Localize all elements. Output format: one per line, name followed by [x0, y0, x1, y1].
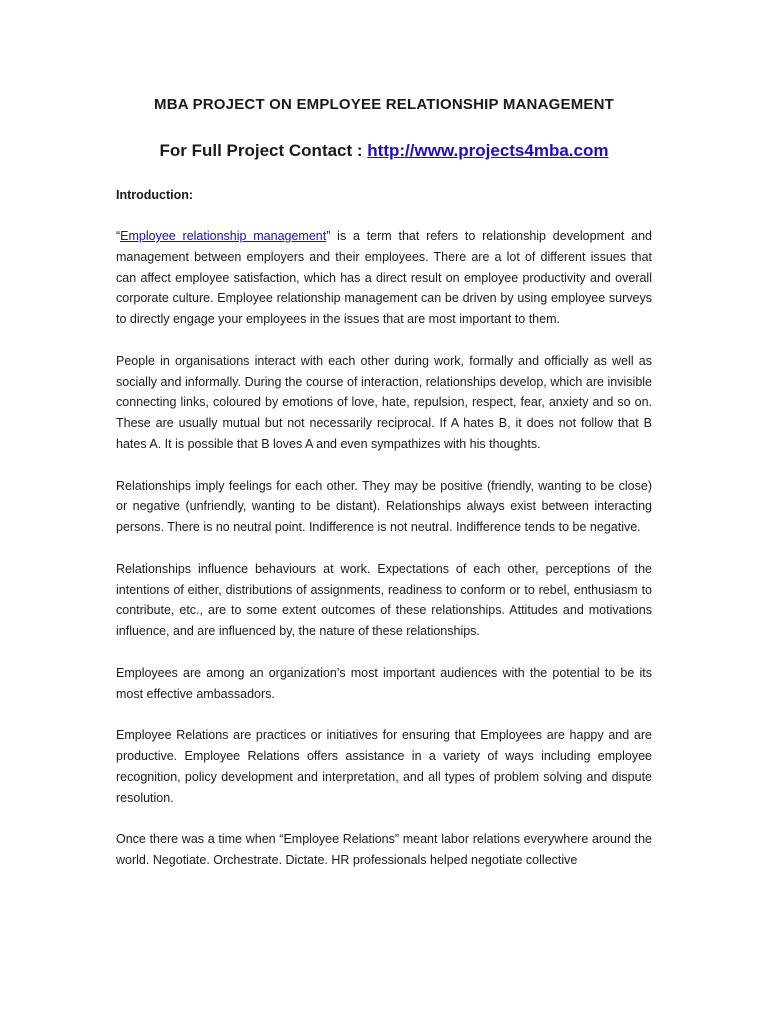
body-text — [116, 226, 652, 892]
employee-relationship-management-link[interactable]: Employee relationship management — [120, 229, 327, 243]
paragraph-2: People in organisations interact with each other during work, formally and officially as well as socially and informally. During the course of interaction, relationships develop, which are invisible connecting links, coloured by emotions of love, hate, repulsion, respect, fear, anxiety and so on. These are usually mutual but not necessarily reciprocal. If A hates B, it does not follow that B hates A. It is possible that B loves A and even sympathizes with his thoughts. — [116, 353, 652, 451]
paragraph-5: Employees are among an organization’s most important audiences with the potential to be its most effective ambassadors. — [116, 665, 652, 701]
paragraph-1 — [116, 226, 652, 330]
paragraph-3: Relationships imply feelings for each other. They may be positive (friendly, wanting to be close) or negative (unfriendly, wanting to be distant). Relationships always exist between interacting persons. There is no neutral point. Indifference is not neutral. Indifference tends to be negative. — [116, 478, 652, 535]
paragraph-6: Employee Relations are practices or initiatives for ensuring that Employees are happy and are productive. Employee Relations offers assistance in a variety of ways including employee recognition, policy development and interpretation, and all types of problem solving and dispute resolution. — [116, 728, 652, 805]
open-quote: “ — [116, 229, 121, 243]
contact-label: For Full Project Contact : — [159, 141, 368, 160]
paragraph-1-text: ” is a term that refers to relationship development and management between employers and their employees. There are a lot of different issues that can affect employee satisfaction, which has a direct result on employee productivity and overall corporate culture. Employee relationship management can be driven by using employee surveys to directly engage your employees in the issues that are most important to them. — [116, 229, 653, 327]
document-title: MBA PROJECT ON EMPLOYEE RELATIONSHIP MANAGEMENT — [154, 96, 614, 113]
paragraph-7: Once there was a time when “Employee Relations” meant labor relations everywhere around the world. Negotiate. Orchestrate. Dictate. HR professionals helped negotiate collective — [116, 832, 652, 867]
contact-line — [0, 141, 768, 161]
introduction-heading: Introduction: — [116, 188, 194, 202]
paragraph-4: Relationships influence behaviours at work. Expectations of each other, perceptions of the intentions of either, distributions of assignments, readiness to conform or to rebel, enthusiasm to contribute, etc., are to some extent outcomes of these relationships. Attitudes and motivations influence, and are influenced by, the nature of these relationships. — [116, 561, 652, 639]
projects4mba-link[interactable]: http://www.projects4mba.com — [367, 141, 609, 160]
